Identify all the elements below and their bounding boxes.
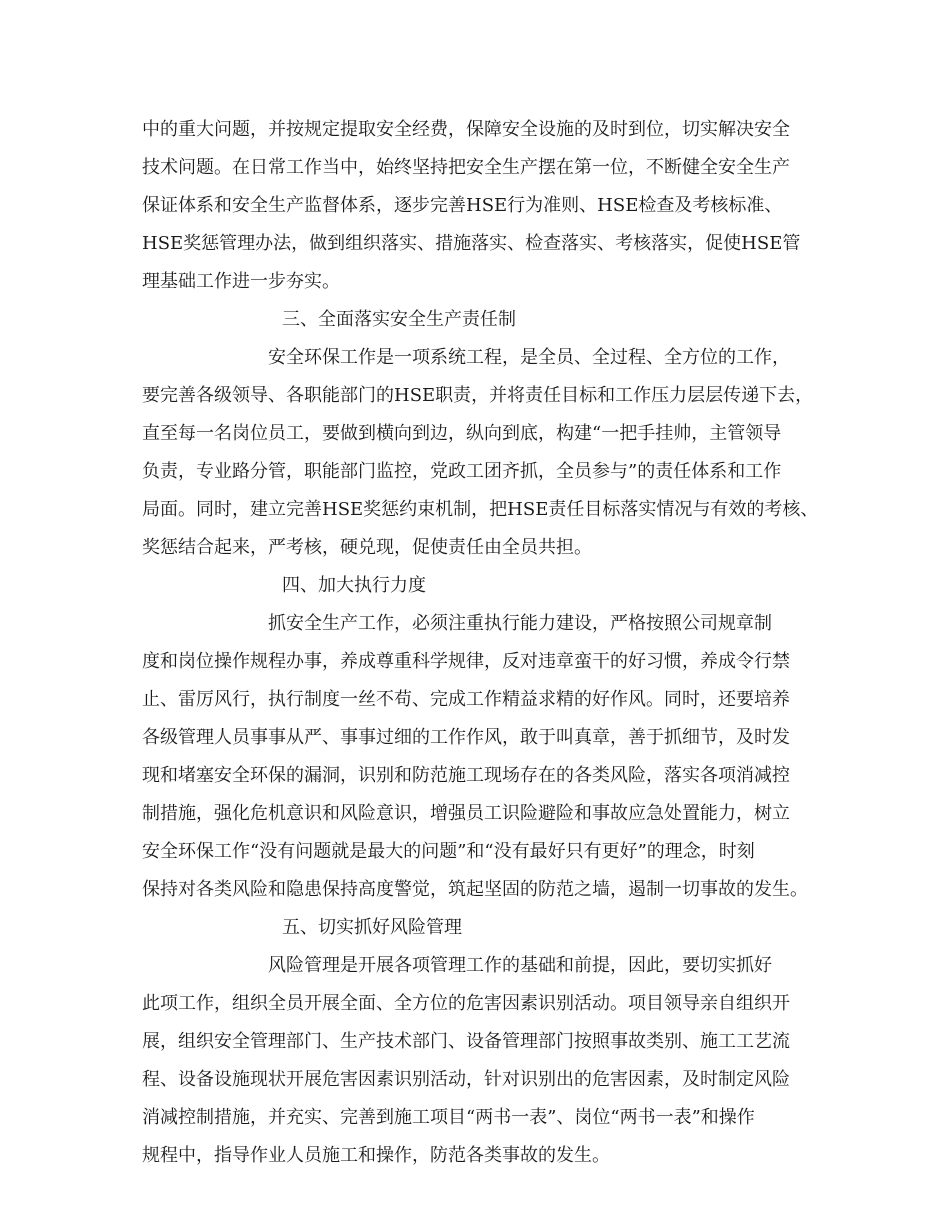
- paragraph-line: 安全环保工作“没有问题就是最大的问题”和“没有最好只有更好”的理念，时刻: [142, 841, 755, 862]
- paragraph-line: 制措施，强化危机意识和风险意识，增强员工识险避险和事故应急处置能力，树立: [142, 803, 790, 824]
- paragraph-line: 保证体系和安全生产监督体系，逐步完善HSE行为准则、HSE检查及考核标准、: [142, 195, 783, 216]
- paragraph-line: 规程中，指导作业人员施工和操作，防范各类事故的发生。: [142, 1145, 610, 1166]
- paragraph-line: 现和堵塞安全环保的漏洞，识别和防范施工现场存在的各类风险，落实各项消减控: [142, 765, 790, 786]
- paragraph-line: 止、雷厉风行，执行制度一丝不苟、完成工作精益求精的好作风。同时，还要培养: [142, 689, 790, 710]
- paragraph-line: 度和岗位操作规程办事，养成尊重科学规律，反对违章蛮干的好习惯，养成令行禁: [142, 651, 790, 672]
- section-heading: 五、切实抓好风险管理: [282, 917, 462, 938]
- paragraph-line: 程、设备设施现状开展危害因素识别活动，针对识别出的危害因素，及时制定风险: [142, 1069, 790, 1090]
- paragraph-line: 中的重大问题，并按规定提取安全经费，保障安全设施的及时到位，切实解决安全: [142, 119, 790, 140]
- paragraph-line: 局面。同时，建立完善HSE奖惩约束机制，把HSE责任目标落实情况与有效的考核、: [142, 499, 819, 520]
- section-heading: 三、全面落实安全生产责任制: [282, 309, 516, 330]
- paragraph-line: 安全环保工作是一项系统工程，是全员、全过程、全方位的工作，: [268, 347, 790, 368]
- paragraph-line: 奖惩结合起来，严考核，硬兑现，促使责任由全员共担。: [142, 537, 592, 558]
- paragraph-line: 抓安全生产工作，必须注重执行能力建设，严格按照公司规章制: [268, 613, 772, 634]
- paragraph-line: 展，组织安全管理部门、生产技术部门、设备管理部门按照事故类别、施工工艺流: [142, 1031, 790, 1052]
- paragraph-line: 直至每一名岗位员工，要做到横向到边，纵向到底，构建“一把手挂帅，主管领导: [142, 423, 782, 444]
- paragraph-line: 风险管理是开展各项管理工作的基础和前提，因此，要切实抓好: [268, 955, 772, 976]
- paragraph-line: 理基础工作进一步夯实。: [142, 271, 340, 292]
- section-heading: 四、加大执行力度: [282, 575, 426, 596]
- paragraph-line: 各级管理人员事事从严、事事过细的工作作风，敢于叫真章，善于抓细节，及时发: [142, 727, 790, 748]
- paragraph-line: 保持对各类风险和隐患保持高度警觉，筑起坚固的防范之墙，遏制一切事故的发生。: [142, 879, 808, 900]
- paragraph-line: 消减控制措施，并充实、完善到施工项目“两书一表”、岗位“两书一表”和操作: [142, 1107, 755, 1128]
- paragraph-line: 此项工作，组织全员开展全面、全方位的危害因素识别活动。项目领导亲自组织开: [142, 993, 790, 1014]
- paragraph-line: 负责，专业路分管，职能部门监控，党政工团齐抓，全员参与”的责任体系和工作: [142, 461, 782, 482]
- paragraph-line: 要完善各级领导、各职能部门的HSE职责，并将责任目标和工作压力层层传递下去，: [142, 385, 814, 406]
- paragraph-line: HSE奖惩管理办法，做到组织落实、措施落实、检查落实、考核落实，促使HSE管: [142, 233, 801, 254]
- paragraph-line: 技术问题。在日常工作当中，始终坚持把安全生产摆在第一位，不断健全安全生产: [142, 157, 790, 178]
